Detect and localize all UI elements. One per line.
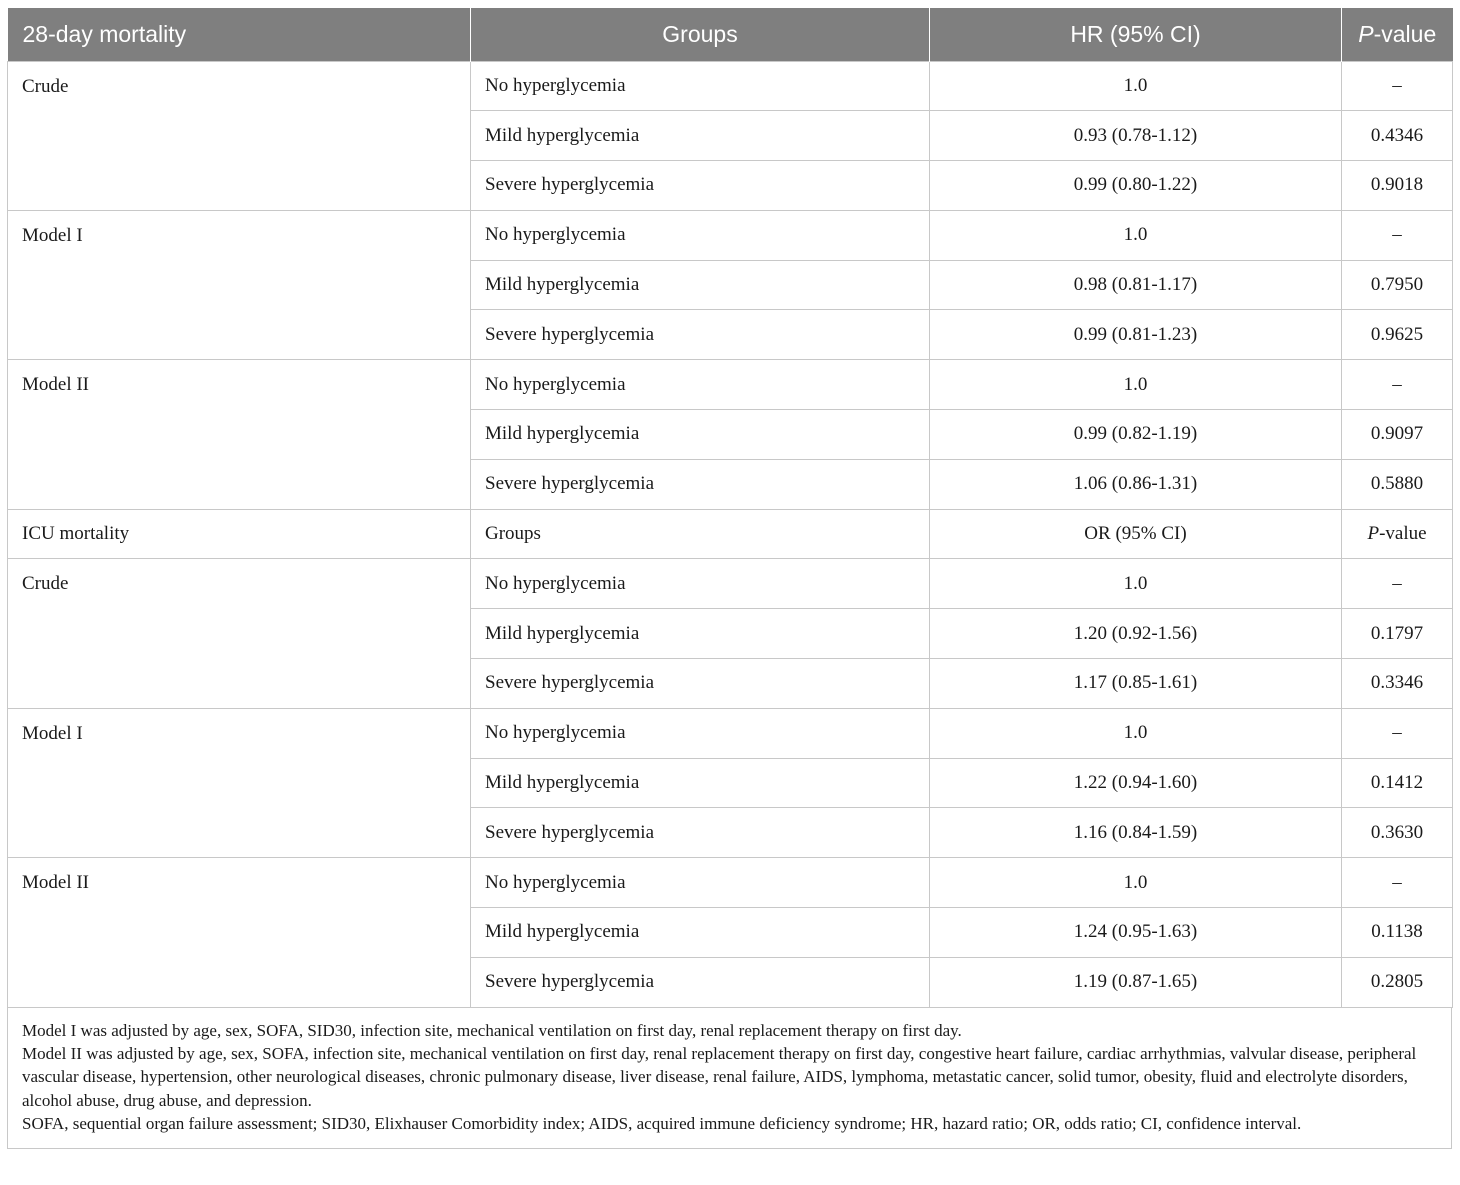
hr-cell: 0.93 (0.78-1.12) — [930, 111, 1342, 161]
subheader-or-ci: OR (95% CI) — [930, 509, 1342, 559]
header-row — [8, 8, 1453, 61]
p-value-cell: 0.2805 — [1342, 957, 1453, 1007]
header-p-italic: P — [1358, 20, 1374, 47]
footnote-abbreviations: SOFA, sequential organ failure assessment; SID30, Elixhauser Comorbidity index; AIDS, acquired immune deficiency syndrome; HR, hazard ratio; OR, odds ratio; CI, confidence interval. — [22, 1114, 1302, 1134]
group-cell: Mild hyperglycemia — [471, 758, 930, 808]
group-cell: Mild hyperglycemia — [471, 609, 930, 659]
or-cell: 1.0 — [930, 858, 1342, 908]
p-value-cell: 0.5880 — [1342, 459, 1453, 509]
hr-cell: 1.06 (0.86-1.31) — [930, 459, 1342, 509]
hr-cell: 0.99 (0.82-1.19) — [930, 410, 1342, 460]
group-cell: No hyperglycemia — [471, 360, 930, 410]
footnote-model-ii: Model II was adjusted by age, sex, SOFA, infection site, mechanical ventilation on first day, renal replacement therapy on first day, congestive heart failure, cardiac arrhythmias, valvular disease, peripheral vascular disease, hypertension, other neurological diseases, chronic pulmonary disease, liver disease, renal failure, AIDS, lymphoma, metastatic cancer, solid tumor, obesity, fluid and electrolyte disorders, alcohol abuse, drug abuse, and depression. — [22, 1044, 1417, 1110]
group-cell: Mild hyperglycemia — [471, 260, 930, 310]
subheader-row — [8, 509, 1453, 559]
table-row — [8, 360, 1453, 410]
or-cell: 1.0 — [930, 708, 1342, 758]
hr-cell: 1.0 — [930, 61, 1342, 111]
table-body — [8, 61, 1453, 1007]
p-value-cell: 0.3346 — [1342, 659, 1453, 709]
hr-cell: 1.0 — [930, 360, 1342, 410]
table-row — [8, 708, 1453, 758]
group-cell: Mild hyperglycemia — [471, 908, 930, 958]
or-cell: 1.0 — [930, 559, 1342, 609]
header-hr-ci: HR (95% CI) — [930, 8, 1342, 61]
model-label: Model II — [8, 360, 471, 509]
subheader-p-italic: P — [1367, 523, 1380, 545]
group-cell: Severe hyperglycemia — [471, 459, 930, 509]
model-label: Model I — [8, 210, 471, 359]
or-cell: 1.22 (0.94-1.60) — [930, 758, 1342, 808]
group-cell: No hyperglycemia — [471, 858, 930, 908]
group-cell: Severe hyperglycemia — [471, 161, 930, 211]
group-cell: No hyperglycemia — [471, 210, 930, 260]
hr-cell: 0.99 (0.80-1.22) — [930, 161, 1342, 211]
group-cell: Severe hyperglycemia — [471, 310, 930, 360]
group-cell: No hyperglycemia — [471, 559, 930, 609]
p-value-cell: – — [1342, 210, 1453, 260]
p-value-cell: 0.7950 — [1342, 260, 1453, 310]
header-groups: Groups — [471, 8, 930, 61]
table-header — [8, 8, 1453, 61]
group-cell: No hyperglycemia — [471, 61, 930, 111]
model-label: Crude — [8, 61, 471, 210]
or-cell: 1.20 (0.92-1.56) — [930, 609, 1342, 659]
results-table-container — [7, 8, 1452, 1149]
group-cell: Mild hyperglycemia — [471, 111, 930, 161]
p-value-cell: 0.1797 — [1342, 609, 1453, 659]
header-p-rest: -value — [1373, 20, 1437, 47]
header-p-value — [1342, 8, 1453, 61]
p-value-cell: 0.4346 — [1342, 111, 1453, 161]
p-value-cell: – — [1342, 360, 1453, 410]
model-label: Model I — [8, 708, 471, 857]
group-cell: Severe hyperglycemia — [471, 957, 930, 1007]
p-value-cell: 0.1138 — [1342, 908, 1453, 958]
subheader-groups: Groups — [471, 509, 930, 559]
table-row — [8, 61, 1453, 111]
or-cell: 1.19 (0.87-1.65) — [930, 957, 1342, 1007]
model-label: Crude — [8, 559, 471, 708]
p-value-cell: – — [1342, 708, 1453, 758]
subheader-p-value — [1342, 509, 1453, 559]
p-value-cell: – — [1342, 61, 1453, 111]
p-value-cell: 0.3630 — [1342, 808, 1453, 858]
p-value-cell: 0.9625 — [1342, 310, 1453, 360]
p-value-cell: – — [1342, 858, 1453, 908]
group-cell: Mild hyperglycemia — [471, 410, 930, 460]
hr-cell: 1.0 — [930, 210, 1342, 260]
table-row — [8, 559, 1453, 609]
footnote-model-i: Model I was adjusted by age, sex, SOFA, SID30, infection site, mechanical ventilation on first day, renal replacement therapy on first day. — [22, 1020, 962, 1040]
header-28-day-mortality: 28-day mortality — [8, 8, 471, 61]
table-row — [8, 858, 1453, 908]
group-cell: Severe hyperglycemia — [471, 808, 930, 858]
p-value-cell: 0.1412 — [1342, 758, 1453, 808]
subheader-icu-mortality: ICU mortality — [8, 509, 471, 559]
hr-cell: 0.99 (0.81-1.23) — [930, 310, 1342, 360]
or-cell: 1.24 (0.95-1.63) — [930, 908, 1342, 958]
group-cell: Severe hyperglycemia — [471, 659, 930, 709]
p-value-cell: 0.9097 — [1342, 410, 1453, 460]
group-cell: No hyperglycemia — [471, 708, 930, 758]
model-label: Model II — [8, 858, 471, 1007]
hr-cell: 0.98 (0.81-1.17) — [930, 260, 1342, 310]
table-footnotes — [7, 1008, 1452, 1149]
or-cell: 1.16 (0.84-1.59) — [930, 808, 1342, 858]
p-value-cell: 0.9018 — [1342, 161, 1453, 211]
results-table — [7, 8, 1453, 1008]
table-row — [8, 210, 1453, 260]
p-value-cell: – — [1342, 559, 1453, 609]
subheader-p-rest: -value — [1379, 523, 1427, 545]
or-cell: 1.17 (0.85-1.61) — [930, 659, 1342, 709]
